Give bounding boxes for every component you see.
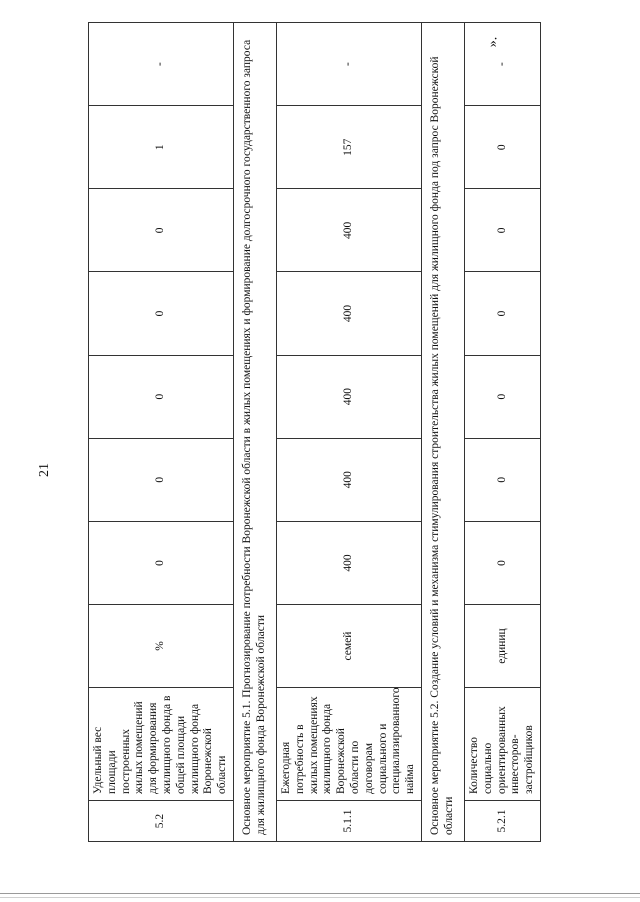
value-cell: 0: [89, 521, 234, 604]
unit-cell: %: [89, 605, 234, 688]
value-cell: -: [89, 23, 234, 106]
value-cell: 0: [89, 438, 234, 521]
indicator-name: Количество социально ориентированных инвесторов-застройщиков: [464, 688, 540, 801]
value-cell: 0: [464, 521, 540, 604]
closing-quote-mark: ».: [485, 36, 501, 48]
value-cell: 1: [89, 106, 234, 189]
section-row: [421, 23, 464, 842]
unit-cell: семей: [276, 605, 421, 688]
page-number: 21: [37, 463, 52, 477]
value-cell: 400: [276, 189, 421, 272]
value-cell: 0: [464, 438, 540, 521]
indicators-table: [88, 22, 536, 842]
indicator-name: Ежегодная потребность в жилых помещениях жилищного фонда Воронежской области по договорам социального и специализированного найма: [276, 688, 421, 801]
scan-edge-line: [0, 897, 640, 898]
value-cell: 0: [464, 106, 540, 189]
value-cell: 0: [464, 355, 540, 438]
row-code: 5.2: [89, 801, 234, 842]
value-cell: 157: [276, 106, 421, 189]
value-cell: 0: [89, 272, 234, 355]
row-code: 5.1.1: [276, 801, 421, 842]
value-cell: 0: [464, 272, 540, 355]
value-cell: 400: [276, 355, 421, 438]
section-heading: Основное мероприятие 5.2. Создание условий и механизма стимулирования строительства жилых помещений для жилищного фонда под запрос Воронежской области: [421, 23, 464, 842]
value-cell: 0: [89, 355, 234, 438]
indicator-name: Удельный вес площади построенных жилых помещений для формирования жилищного фонда в общей площади жилищного фонда Воронежской области: [89, 688, 234, 801]
table-row: [464, 23, 540, 842]
unit-cell: единиц: [464, 605, 540, 688]
section-row: [233, 23, 276, 842]
value-cell: 400: [276, 438, 421, 521]
value-cell: -: [464, 23, 540, 106]
value-cell: 0: [89, 189, 234, 272]
scan-edge-line: [0, 893, 640, 894]
table-row: [89, 23, 234, 842]
value-cell: 0: [464, 189, 540, 272]
table-row: [276, 23, 421, 842]
value-cell: -: [276, 23, 421, 106]
value-cell: 400: [276, 521, 421, 604]
section-heading: Основное мероприятие 5.1. Прогнозирование потребности Воронежской области в жилых помещениях и формирование долгосрочного государственного запроса для жилищного фонда Воронежской области: [233, 23, 276, 842]
row-code: 5.2.1: [464, 801, 540, 842]
value-cell: 400: [276, 272, 421, 355]
